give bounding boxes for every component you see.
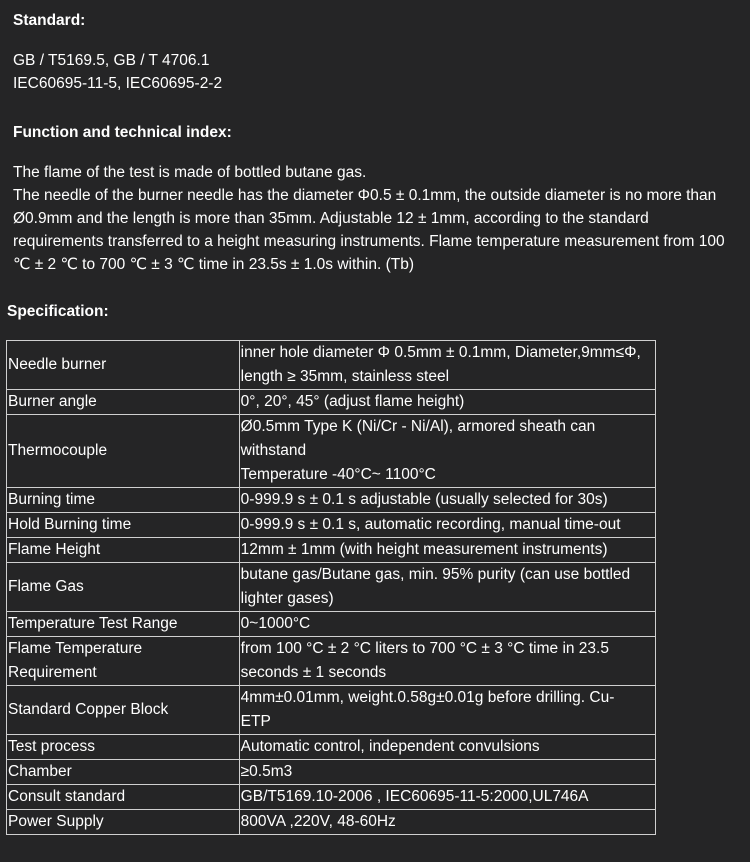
spec-key: Standard Copper Block (8, 701, 169, 718)
spec-key-cell (7, 390, 240, 415)
spec-key-cell (7, 810, 240, 835)
specification-heading: Specification: (7, 303, 109, 320)
spec-key-cell (7, 563, 240, 612)
spec-row (7, 390, 656, 415)
spec-key: Burner angle (8, 393, 97, 410)
specification-table-body (7, 341, 656, 835)
spec-key: Flame Height (8, 541, 101, 558)
spec-key: Thermocouple (8, 442, 108, 459)
spec-value-cell (239, 415, 655, 488)
spec-value: lighter gases) (240, 590, 334, 607)
standard-heading: Standard: (13, 12, 86, 29)
standard-line: GB / T5169.5, GB / T 4706.1 (13, 52, 210, 69)
function-line: The flame of the test is made of bottled butane gas. (13, 164, 367, 181)
spec-value: GB/T5169.10-2006 , IEC60695-11-5:2000,UL746A (240, 788, 589, 805)
spec-key-cell (7, 513, 240, 538)
standard-line: IEC60695-11-5, IEC60695-2-2 (13, 75, 223, 92)
specification-table (6, 340, 656, 835)
spec-value: length ≥ 35mm, stainless steel (240, 368, 450, 385)
spec-key: Requirement (8, 664, 97, 681)
spec-value: Ø0.5mm Type K (Ni/Cr - Ni/Al), armored sheath can (240, 418, 596, 435)
spec-value: 800VA ,220V, 48-60Hz (240, 813, 396, 830)
spec-row (7, 686, 656, 735)
spec-value: ≥0.5m3 (240, 763, 293, 780)
spec-key-cell (7, 735, 240, 760)
spec-key-cell (7, 760, 240, 785)
spec-value: from 100 °C ± 2 °C liters to 700 °C ± 3 °C time in 23.5 (240, 640, 609, 657)
spec-value-cell (239, 810, 655, 835)
spec-key-cell (7, 612, 240, 637)
spec-key-cell (7, 415, 240, 488)
spec-row (7, 341, 656, 390)
spec-row (7, 760, 656, 785)
spec-row (7, 538, 656, 563)
spec-value: Temperature -40°C~ 1100°C (240, 466, 436, 483)
spec-key: Chamber (8, 763, 72, 780)
function-text (13, 161, 733, 276)
spec-value: 0-999.9 s ± 0.1 s, automatic recording, manual time-out (240, 516, 621, 533)
spec-value-cell (239, 686, 655, 735)
spec-row (7, 735, 656, 760)
spec-row (7, 785, 656, 810)
spec-key: Power Supply (8, 813, 104, 830)
spec-key: Flame Gas (8, 578, 84, 595)
spec-key-cell (7, 488, 240, 513)
spec-key: Flame Temperature (8, 640, 143, 657)
spec-value-cell (239, 513, 655, 538)
spec-value-cell (239, 637, 655, 686)
spec-value: ETP (240, 713, 271, 730)
spec-value-cell (239, 735, 655, 760)
spec-value: seconds ± 1 seconds (240, 664, 387, 681)
spec-key: Temperature Test Range (8, 615, 178, 632)
spec-value: butane gas/Butane gas, min. 95% purity (can use bottled (240, 566, 631, 583)
spec-value-cell (239, 612, 655, 637)
spec-key: Needle burner (8, 356, 107, 373)
spec-row (7, 513, 656, 538)
standard-list (13, 49, 222, 95)
spec-value: inner hole diameter Φ 0.5mm ± 0.1mm, Diameter,9mm≤Φ, (240, 344, 641, 361)
spec-value-cell (239, 390, 655, 415)
spec-row (7, 415, 656, 488)
spec-value-cell (239, 760, 655, 785)
function-line: The needle of the burner needle has the diameter Φ0.5 ± 0.1mm, the outside diameter is no more than Ø0.9mm and the length is more than 35mm. Adjustable 12 ± 1mm, according to the standard requirements transferred to a height measuring instruments. Flame temperature measurement from 100 ℃ ± 2 ℃ to 700 ℃ ± 3 ℃ time in 23.5s ± 1.0s within. (Tb) (13, 187, 725, 273)
spec-key-cell (7, 538, 240, 563)
spec-row (7, 637, 656, 686)
spec-row (7, 488, 656, 513)
spec-row (7, 612, 656, 637)
spec-key: Hold Burning time (8, 516, 132, 533)
spec-value: 0~1000°C (240, 615, 311, 632)
spec-key: Test process (8, 738, 96, 755)
spec-key-cell (7, 686, 240, 735)
spec-key-cell (7, 785, 240, 810)
spec-key: Consult standard (8, 788, 126, 805)
spec-value: 4mm±0.01mm, weight.0.58g±0.01g before drilling. Cu- (240, 689, 615, 706)
spec-value-cell (239, 563, 655, 612)
function-heading: Function and technical index: (13, 124, 232, 141)
spec-row (7, 563, 656, 612)
spec-value: 12mm ± 1mm (with height measurement instruments) (240, 541, 608, 558)
spec-key-cell (7, 341, 240, 390)
spec-value: withstand (240, 442, 307, 459)
spec-key: Burning time (8, 491, 96, 508)
spec-row (7, 810, 656, 835)
spec-value-cell (239, 538, 655, 563)
spec-value: 0-999.9 s ± 0.1 s adjustable (usually selected for 30s) (240, 491, 608, 508)
spec-value: Automatic control, independent convulsions (240, 738, 540, 755)
spec-value-cell (239, 785, 655, 810)
spec-key-cell (7, 637, 240, 686)
spec-value-cell (239, 488, 655, 513)
spec-value: 0°, 20°, 45° (adjust flame height) (240, 393, 465, 410)
spec-value-cell (239, 341, 655, 390)
